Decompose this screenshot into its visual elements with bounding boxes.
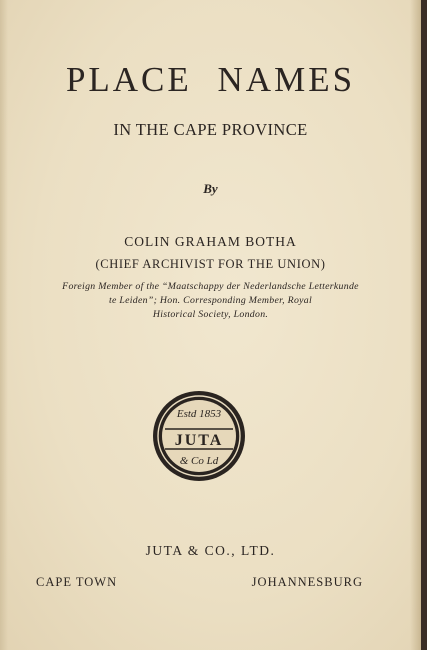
author-credentials-line: Foreign Member of the “Maatschappy der Nederlandsche Letterkunde <box>62 281 359 292</box>
seal-top-text: Estd 1853 <box>176 408 222 420</box>
by-line: By <box>203 181 218 196</box>
book-subtitle: IN THE CAPE PROVINCE <box>113 120 308 139</box>
seal-bottom-text: & Co Ld <box>179 455 219 467</box>
publisher-name: JUTA & CO., LTD. <box>145 543 276 558</box>
author-credentials-line: Historical Society, London. <box>152 309 269 320</box>
author-name: COLIN GRAHAM BOTHA <box>124 234 297 249</box>
publisher-seal-logo <box>151 389 247 483</box>
author-credentials-line: te Leiden”; Hon. Corresponding Member, Royal <box>108 295 313 306</box>
book-title: PLACE NAMES <box>65 60 356 99</box>
seal-middle-text: JUTA <box>174 432 224 449</box>
city-cape-town: CAPE TOWN <box>36 575 118 589</box>
city-johannesburg: JOHANNESBURG <box>251 575 363 589</box>
author-position: (CHIEF ARCHIVIST FOR THE UNION) <box>95 257 326 271</box>
